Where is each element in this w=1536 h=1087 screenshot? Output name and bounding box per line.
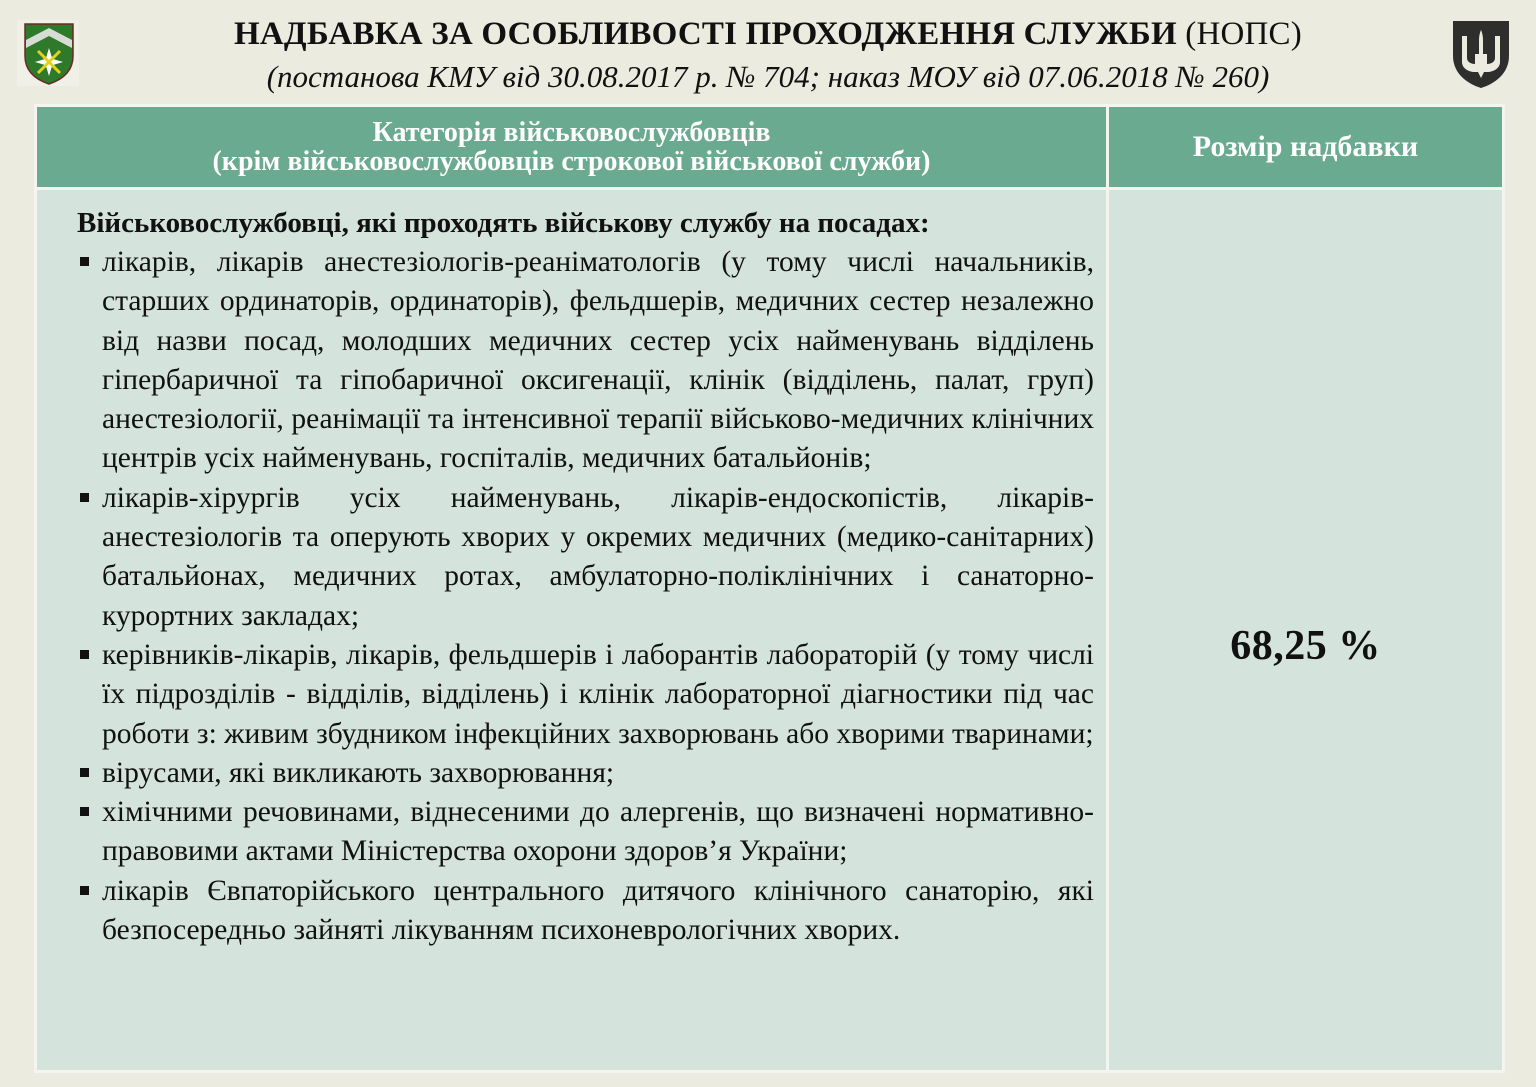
list-item: [77, 479, 1094, 636]
table-row: [36, 189, 1504, 1072]
size-cell: [1108, 189, 1504, 1072]
list-item: [77, 243, 1094, 479]
list-item: [77, 636, 1094, 754]
square-bullet-icon: [80, 257, 89, 266]
list-item-text: вірусами, які викликають захворювання;: [102, 756, 615, 789]
square-bullet-icon: [80, 768, 89, 777]
square-bullet-icon: [80, 650, 89, 659]
list-item-text: лікарів, лікарів анестезіологів-реаніматологів (у тому числі начальників, старших ординаторів, ординаторів), фельдшерів, медичних сестер незалежно від назви посад, молодших медичних сестер усіх найменувань відділень гіпербаричної та гіпобаричної оксигенації, клінік (відділень, палат, груп) анестезіології, реанімації та інтенсивної терапії військово-медичних клінічних центрів усіх найменувань, госпіталів, медичних батальйонів;: [102, 246, 1094, 475]
list-item-text: лікарів Євпаторійського центрального дитячого клінічного санаторію, які безпосередньо зайняті лікуванням психоневрологічних хворих.: [102, 874, 1094, 947]
square-bullet-icon: [80, 886, 89, 895]
shield-emblem-green-icon: [17, 20, 79, 86]
page-title-main: НАДБАВКА ЗА ОСОБЛИВОСТІ ПРОХОДЖЕННЯ СЛУЖБИ: [234, 16, 1177, 52]
allowance-size-value: 68,25 %: [1230, 623, 1381, 669]
category-cell: [36, 189, 1108, 1072]
square-bullet-icon: [80, 807, 89, 816]
list-item: [77, 754, 1094, 793]
column-header-category: [36, 106, 1108, 189]
column-header-category-line2: (крім військовослужбовців строкової військової служби): [212, 146, 931, 177]
column-header-category-line1: Категорія військовослужбовців: [372, 117, 771, 148]
square-bullet-icon: [80, 493, 89, 502]
ministry-emblem-logo: [1450, 18, 1512, 90]
list-item: [77, 793, 1094, 872]
trident-shield-icon: [1450, 18, 1512, 90]
allowance-table: [34, 104, 1505, 1073]
list-item-text: лікарів-хірургів усіх найменувань, лікарів-ендоскопістів, лікарів-анестезіологів та оперують хворих у окремих медичних (медико-санітарних) батальйонах, медичних ротах, амбулаторно-поліклінічних і санаторно-курортних закладах;: [102, 481, 1094, 632]
page-title: [100, 14, 1436, 54]
page-subtitle: (постанова КМУ від 30.08.2017 р. № 704; наказ МОУ від 07.06.2018 № 260): [266, 59, 1270, 94]
column-header-size: Розмір надбавки: [1108, 106, 1504, 189]
unit-emblem-logo: [17, 20, 79, 86]
category-intro: Військовослужбовці, які проходять військову службу на посадах:: [77, 207, 930, 239]
list-item-text: хімічними речовинами, віднесеними до алергенів, що визначені нормативно-правовими актами Міністерства охорони здоров’я України;: [102, 796, 1094, 868]
table-header-row: [36, 106, 1504, 189]
page-title-abbreviation: (НОПС): [1185, 16, 1302, 52]
list-item: [77, 872, 1094, 951]
list-item-text: керівників-лікарів, лікарів, фельдшерів і лаборантів лабораторій (у тому числі їх підрозділів - відділів, відділень) і клінік лабораторної діагностики під час роботи з: живим збудником інфекційних захворювань або хворими тваринами;: [102, 638, 1094, 750]
category-list: [77, 243, 1094, 950]
